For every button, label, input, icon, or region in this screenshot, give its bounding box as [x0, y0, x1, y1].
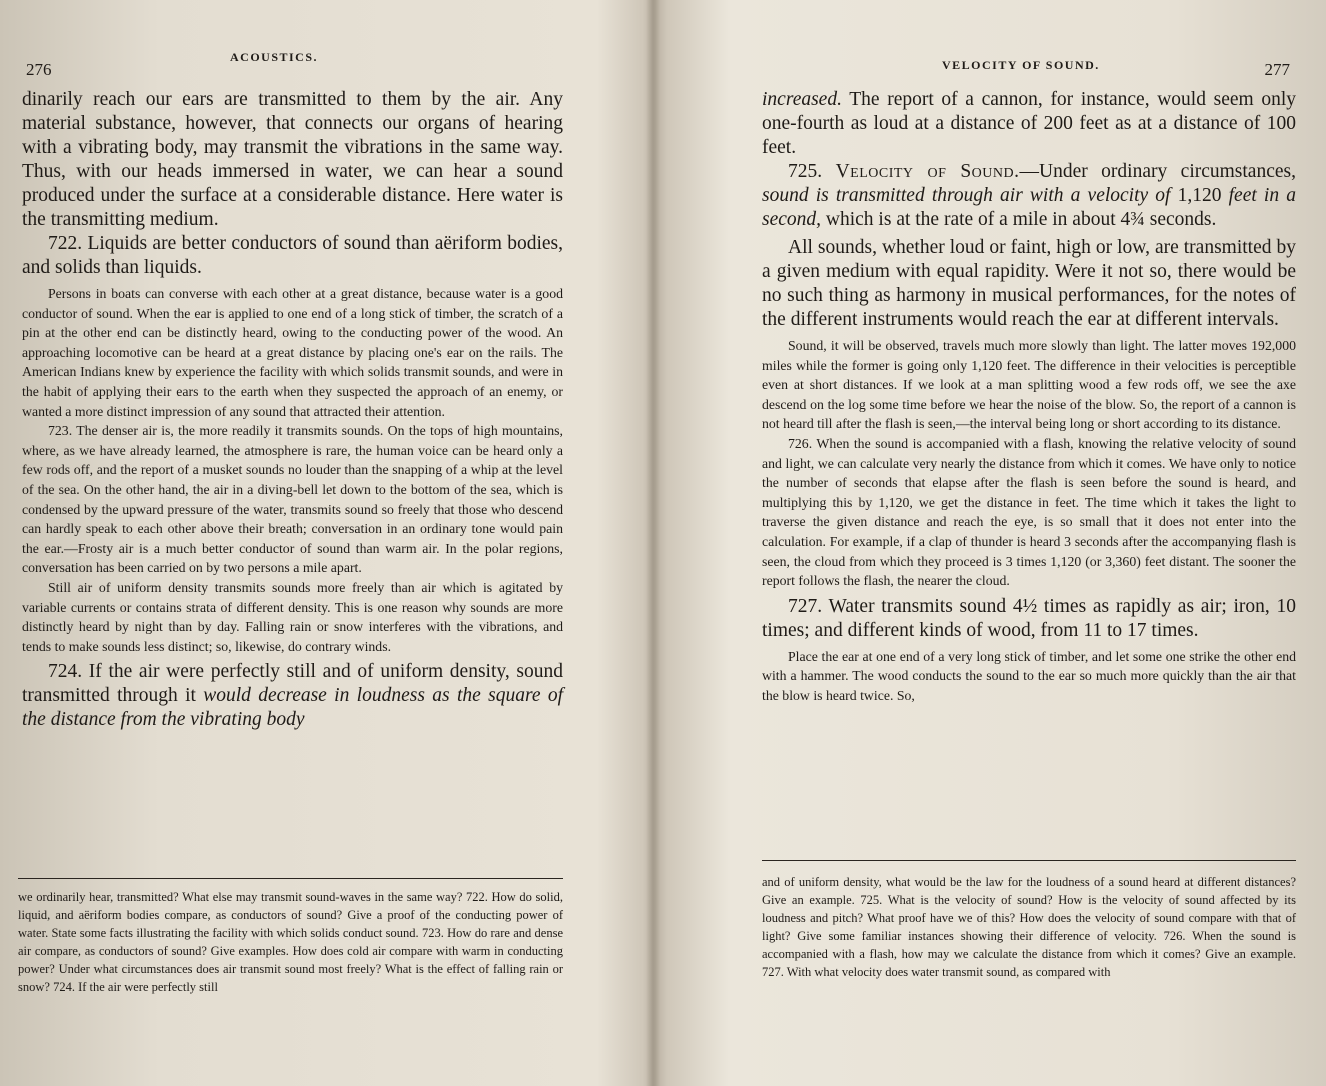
- left-page-number: 276: [26, 60, 52, 79]
- right-paragraph-1: [762, 88, 1296, 160]
- right-running-title: VELOCITY OF SOUND.: [942, 58, 1100, 72]
- section-724-lead: 724. If the air were perfectly still and of uniform density, sound transmitted through it: [22, 661, 563, 707]
- left-running-head: [18, 50, 563, 79]
- left-paragraph-1: dinarily reach our ears are transmitted to them by the air. Any material substance, however, that connects our organs of hearing with a vibrating body, may transmit the vibrations in the same way. Thus, with our heads immersed in water, we can hear a sound produced under the surface at a considerable distance. Here water is the transmitting medium.: [22, 89, 563, 230]
- section-725-title: Velocity of Sound.: [835, 161, 1020, 182]
- section-727-heading: 727. Water transmits sound 4½ times as rapidly as air; iron, 10 times; and different kinds of wood, from 11 to 17 times.: [762, 595, 1296, 641]
- section-725-text-b: 1,120: [1170, 185, 1229, 206]
- section-722-heading: 722. Liquids are better conductors of sound than aëriform bodies, and solids than liquids.: [22, 233, 563, 278]
- right-paragraph-timber: Place the ear at one end of a very long stick of timber, and let some one strike the other end with a hammer. The wood conducts the sound to the ear so much more quickly than the air that the blow is heard twice. So,: [762, 648, 1296, 703]
- right-body: [762, 88, 1296, 706]
- book-gutter: [646, 0, 660, 1086]
- section-724-italic: would decrease in loudness as the square of the distance from the vibrating body: [22, 685, 563, 731]
- right-footnote-rule: [762, 860, 1296, 861]
- left-paragraph-722-text: Persons in boats can converse with each other at a great distance, because water is a good conductor of sound. When the ear is applied to one end of a long stick of timber, the scratch of a pin at the other end can be distinctly heard, owing to the conducting power of the wood. An approaching locomotive can be heard at a great distance by placing one's ear on the rails. The American Indians knew by experience the facility with which solids transmit sounds, and were in the habit of applying their ears to the earth when they suspected the approach of an enemy, or wanted a more distinct impression of any sound that attracted their attention.: [22, 286, 563, 419]
- right-paragraph-1-italic: increased.: [762, 89, 842, 110]
- right-page: [762, 0, 1296, 1086]
- right-footnote: and of uniform density, what would be the law for the loudness of a sound heard at different distances? Give an example. 725. What is the velocity of sound? How is the velocity of sound affected by its loudness and pitch? What proof have we of this? How does the velocity of sound compare with that of light? Give some familiar instances showing their difference of velocity. 726. When the sound is accompanied with a flash, how may we calculate the distance from which it comes? Give an example. 727. With what velocity does water transmit sound, as compared with: [762, 875, 1296, 979]
- section-725-text-c: which is at the rate of a mile in about 4¾ seconds.: [821, 209, 1217, 230]
- section-725-number: 725.: [788, 161, 836, 182]
- section-724-heading: [22, 660, 563, 732]
- right-paragraph-all-sounds: All sounds, whether loud or faint, high or low, are transmitted by a given medium with equal rapidity. Were it not so, there would be no such thing as harmony in musical performances, for the notes of the different instruments would reach the ear at different intervals.: [762, 237, 1296, 330]
- section-725-text-a: —Under ordinary circumstances,: [1019, 161, 1296, 182]
- section-725-heading: [762, 160, 1296, 232]
- section-726-text: 726. When the sound is accompanied with a flash, knowing the relative velocity of sound and light, we can calculate very nearly the distance from which it comes. We have only to notice the number of seconds that elapse after the flash is seen before the sound is heard, and multiplying this by 1,120, we get the distance in feet. The time which it takes the light to traverse the given distance and reach the eye, is so small that it does not enter into the calculation. For example, if a clap of thunder is heard 3 seconds after the accompanying flash is seen, the cloud from which they proceed is 3 times 1,120 (or 3,360) feet distant. The sooner the report follows the flash, the nearer the cloud.: [762, 435, 1296, 589]
- right-running-head: [762, 50, 1296, 79]
- right-paragraph-1-rest: The report of a cannon, for instance, would seem only one-fourth as loud at a distance of 200 feet as at a distance of 100 feet.: [762, 89, 1296, 158]
- left-page: [18, 0, 563, 1086]
- left-body: [22, 88, 563, 732]
- right-page-number: 277: [1264, 60, 1290, 79]
- section-725-italic-1: sound is transmitted through air with a velocity of: [762, 185, 1171, 206]
- left-footnote-rule: [18, 878, 563, 879]
- left-running-title: ACOUSTICS.: [230, 50, 319, 64]
- left-paragraph-still-air: Still air of uniform density transmits sounds more freely than air which is agitated by variable currents or contains strata of different density. This is one reason why sounds are more distinctly heard by night than by day. Falling rain or snow interferes with the vibrations, and tends to make sounds less distinct; so, likewise, do contrary winds.: [22, 579, 563, 654]
- right-paragraph-light: Sound, it will be observed, travels much more slowly than light. The latter moves 192,000 miles while the former is going only 1,120 feet. The difference in their velocities is perceptible even at short distances. If we look at a man splitting wood a few rods off, we see the axe descend on the log some time before we hear the noise of the blow. So, the report of a cannon is not heard till after the flash is seen,—the interval being long or short according to its distance.: [762, 338, 1296, 432]
- section-725-italic-2: feet in a second,: [762, 185, 1296, 230]
- left-footnote: we ordinarily hear, transmitted? What else may transmit sound-waves in the same way? 722. How do solid, liquid, and aëriform bodies compare, as conductors of sound? Give a proof of the conducting power of water. State some facts illustrating the facility with which solids conduct sound. 723. How do rare and dense air compare, as conductors of sound? Give examples. How does cold air compare with warm in conducting power? Under what circumstances does air transmit sound most freely? What is the effect of falling rain or snow? 724. If the air were perfectly still: [18, 890, 563, 994]
- section-723-text: 723. The denser air is, the more readily it transmits sounds. On the tops of high mountains, where, as we have already learned, the atmosphere is rare, the human voice can be heard only a few rods off, and the report of a musket sounds no louder than the snapping of a whip at the level of the sea. On the other hand, the air in a diving-bell let down to the bottom of the sea, which is condensed by the upward pressure of the water, transmits sound so freely that those who descend can hardly speak to each other above their breath; conversation in an ordinary tone would pain the ear.—Frosty air is a much better conductor of sound than warm air. In the polar regions, conversation has been carried on by two persons a mile apart.: [22, 423, 563, 576]
